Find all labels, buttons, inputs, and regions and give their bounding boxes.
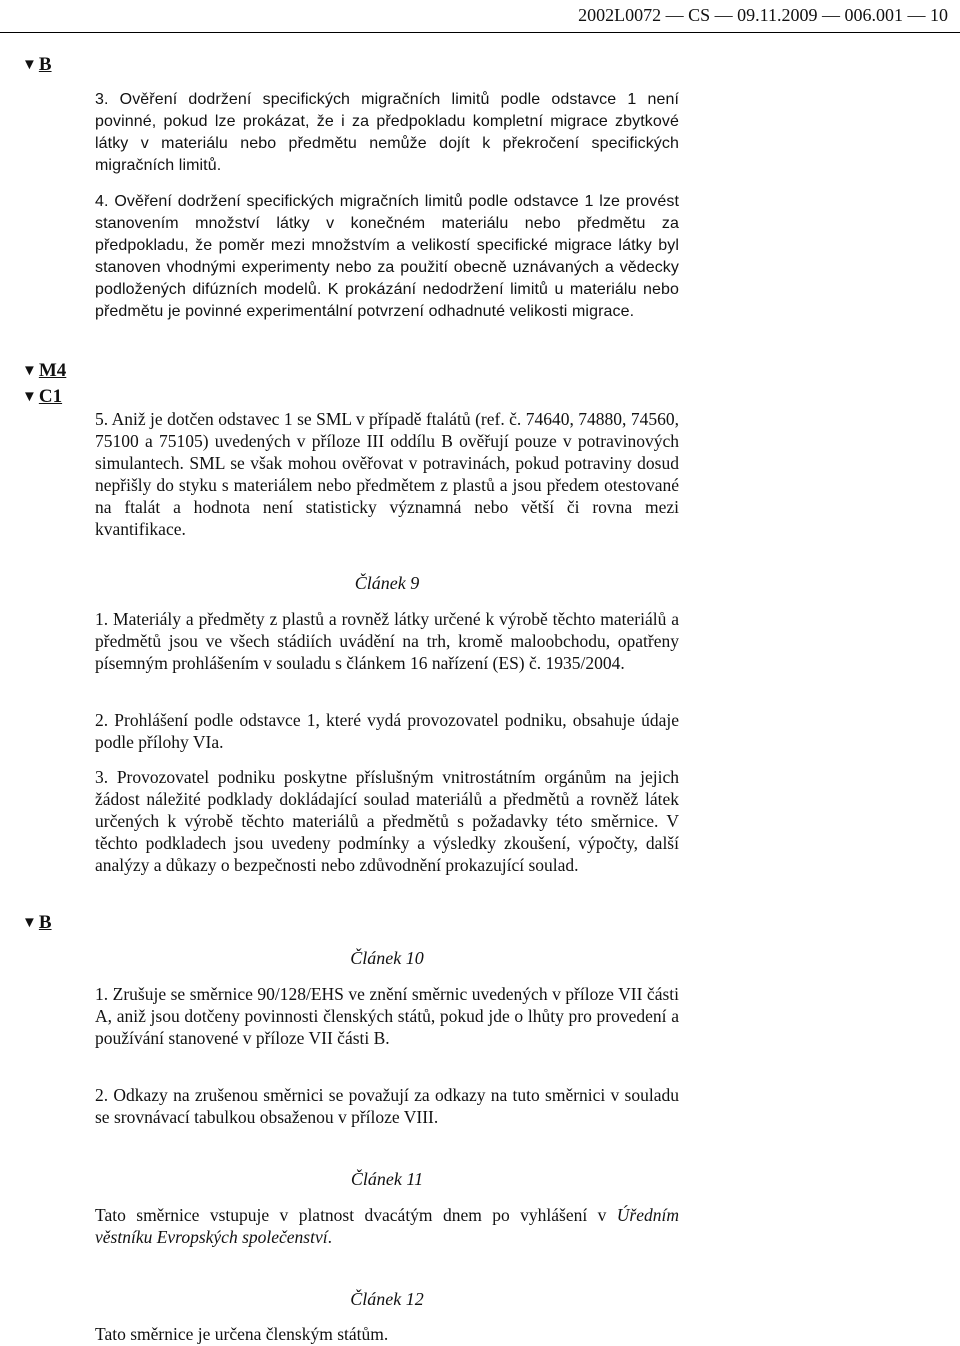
- triangle-down-icon: ▼: [22, 363, 37, 379]
- marker-c1: [22, 386, 62, 408]
- paragraph-5: 5. Aniž je dotčen odstavec 1 se SML v případě ftalátů (ref. č. 74640, 74880, 74560, 75100 a 75105) uvedených v příloze III oddílu B ověřují pouze v potravinových simulantech. SML se však mohou ověřovat v potravinách, pokud potraviny dosud nepřišly do styku s materiálem nebo předmětem z plastů a jsou předem otestované na ftalát a hodnota není statisticky významná nebo větší či rovna mezi kvantifikace.: [95, 409, 679, 539]
- article-9-title: Článek 9: [354, 573, 420, 593]
- paragraph-3: 3. Ověření dodržení specifických migračních limitů podle odstavce 1 není povinné, pokud lze prokázat, že i za předpokladu kompletní migrace zbytkové látky v materiálu nebo předmětu nemůže dojít k překročení specifických migračních limitů.: [95, 91, 679, 174]
- marker-m4: [22, 360, 66, 382]
- article-12-title: Článek 12: [350, 1289, 424, 1309]
- official-journal-name: Úředním věstníku Evropských společenství: [95, 1205, 679, 1247]
- article-10-title: Článek 10: [350, 948, 424, 968]
- marker-label: B: [38, 54, 52, 75]
- article-10-paragraph-1: 1. Zrušuje se směrnice 90/128/EHS ve znění směrnic uvedených v příloze VII části A, aniž jsou dotčeny povinnosti členských států, pokud jde o lhůty pro provedení a používání stanovené v příloze VII části B.: [95, 984, 679, 1048]
- triangle-down-icon: ▼: [22, 915, 37, 931]
- header-reference: 2002L0072 — CS — 09.11.2009 — 006.001 — 10: [578, 5, 948, 25]
- header-rule: [0, 32, 960, 33]
- marker-label: M4: [38, 360, 67, 381]
- article-10-paragraph-2: 2. Odkazy na zrušenou směrnici se považují za odkazy na tuto směrnici v souladu se srovnávací tabulkou obsaženou v příloze VIII.: [95, 1085, 679, 1127]
- article-9-paragraph-3: 3. Provozovatel podniku poskytne příslušným vnitrostátním orgánům na jejich žádost náležité podklady dokládající soulad materiálů a předmětů a rovněž látek určených k výrobě těchto materiálů a předmětů s požadavky této směrnice. V těchto podkladech jsou uvedeny podmínky a výsledky zkoušení, výpočty, další analýzy a důkazy o bezpečnosti nebo zdůvodnění prokazující soulad.: [95, 767, 679, 875]
- article-11-text: [95, 1204, 679, 1248]
- triangle-down-icon: ▼: [22, 389, 37, 405]
- article-9-paragraph-1: 1. Materiály a předměty z plastů a rovněž látky určené k výrobě těchto materiálů a předmětů jsou ve všech stádiích uvádění na trh, kromě maloobchodu, opatřeny písemným prohlášením v souladu s článkem 16 nařízení (ES) č. 1935/2004.: [95, 609, 679, 673]
- article-11-text-before: Tato směrnice vstupuje v platnost dvacátým dnem po vyhlášení v: [95, 1205, 617, 1225]
- marker-label: B: [38, 912, 52, 933]
- marker-b-bottom: [22, 912, 52, 934]
- article-12-text: Tato směrnice je určena členským státům.: [95, 1324, 389, 1344]
- document-header: [0, 0, 948, 30]
- marker-b-top: [22, 54, 52, 76]
- article-9-paragraph-2: 2. Prohlášení podle odstavce 1, které vydá provozovatel podniku, obsahuje údaje podle přílohy VIa.: [95, 710, 679, 752]
- triangle-down-icon: ▼: [22, 57, 37, 73]
- article-11-text-after: .: [327, 1227, 332, 1247]
- marker-label: C1: [38, 386, 63, 407]
- paragraph-4: 4. Ověření dodržení specifických migračních limitů podle odstavce 1 lze provést stanovením množství látky v konečném materiálu nebo předmětu za předpokladu, že poměr mezi množstvím a velikostí specifické migrace látky byl stanoven vhodnými experimenty nebo za použití obecně uznávaných a vědecky podložených difúzních modelů. K prokázání nedodržení limitů u materiálu nebo předmětu je povinné experimentální potvrzení odhadnuté velikosti migrace.: [95, 193, 679, 320]
- article-11-title: Článek 11: [350, 1169, 424, 1189]
